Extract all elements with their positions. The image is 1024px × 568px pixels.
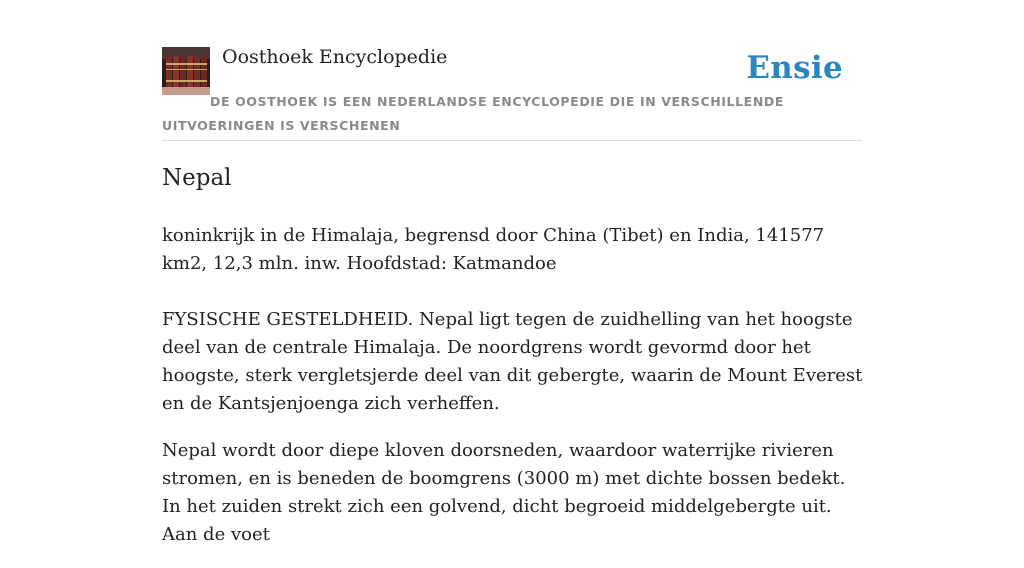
- site-tagline: DE OOSTHOEK IS EEN NEDERLANDSE ENCYCLOPEDIE DIE IN VERSCHILLENDE UITVOERINGEN IS VERSCHENEN: [162, 94, 784, 133]
- article: [162, 158, 868, 568]
- article-paragraph-intro: koninkrijk in de Himalaja, begrensd door China (Tibet) en India, 141577 km2, 12,3 mln. inw. Hoofdstad: Katmandoe: [162, 225, 825, 274]
- site-name[interactable]: Oosthoek Encyclopedie: [222, 46, 448, 68]
- encyclopedia-books-icon[interactable]: [162, 47, 210, 95]
- paragraph-spacer: [162, 297, 868, 306]
- brand-logo-link[interactable]: Ensie: [746, 50, 843, 86]
- site-header: [162, 44, 862, 141]
- article-paragraph-physical: FYSISCHE GESTELDHEID. Nepal ligt tegen de zuidhelling van het hoogste deel van de centrale Himalaja. De noordgrens wordt gevormd door het hoogste, sterk vergletsjerde deel van dit gebergte, waarin de Mount Everest en de Kantsjenjoenga zich verheffen.: [162, 309, 863, 414]
- article-paragraph-landscape: Nepal wordt door diepe kloven doorsneden, waardoor waterrijke rivieren stromen, en is beneden de boomgrens (3000 m) met dichte bossen bedekt. In het zuiden strekt zich een golvend, dicht begroeid middelgebergte uit. Aan de voet: [162, 440, 846, 545]
- article-title: Nepal: [162, 165, 232, 191]
